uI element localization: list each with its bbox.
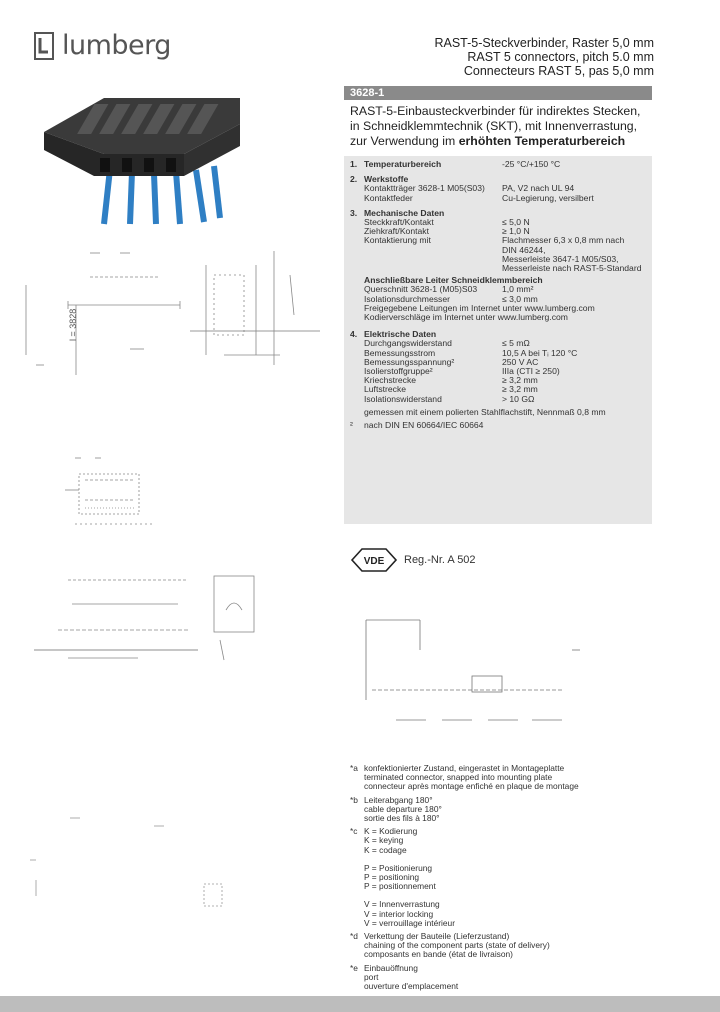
spec-label: Querschnitt 3628-1 (M05)S03 bbox=[364, 284, 478, 295]
spec-value: ≥ 3,2 mm bbox=[502, 384, 538, 395]
spec-label: Steckkraft/Kontakt bbox=[364, 217, 434, 228]
note-line: P = Positionierung bbox=[364, 862, 433, 873]
description-bold: erhöhten Temperaturbereich bbox=[458, 134, 626, 148]
note-line: Leiterabgang 180° bbox=[364, 794, 433, 805]
note-line: V = verrouillage intérieur bbox=[364, 917, 456, 928]
spec-label bbox=[350, 264, 502, 273]
spec-value: ≤ 5 mΩ bbox=[502, 338, 530, 349]
spec-value: Flachmesser 6,3 x 0,8 mm nach bbox=[502, 235, 625, 246]
lumberg-logo-icon bbox=[34, 32, 54, 60]
spec-footnote bbox=[350, 408, 650, 417]
connector-housing bbox=[44, 98, 240, 176]
description-text: RAST-5-Einbausteckverbinder für indirektes Stecken, in Schneidklemmtechnik (SKT), mit Innenverrastung, zur Verwendung im bbox=[350, 104, 641, 148]
footnote-text: gemessen mit einem polierten Stahlflachstift, Nennmaß 0,8 mm bbox=[364, 406, 606, 417]
note-key: *e bbox=[350, 962, 358, 973]
drawing-top-view bbox=[20, 245, 320, 390]
conductor-note: Freigegebene Leitungen im Internet unter www.lumberg.com bbox=[364, 302, 595, 313]
title-fr: Connecteurs RAST 5, pas 5,0 mm bbox=[463, 64, 654, 78]
spec-value: 250 V AC bbox=[502, 356, 539, 367]
spec-section-number: 1. bbox=[350, 159, 358, 169]
spec-section-number: 2. bbox=[350, 174, 358, 185]
spec-label: Ziehkraft/Kontakt bbox=[364, 226, 429, 237]
vde-approval bbox=[350, 548, 476, 572]
spec-label: Kontaktträger 3628-1 M05(S03) bbox=[364, 183, 485, 194]
drawing-notes bbox=[350, 764, 650, 995]
spec-section-number: 4. bbox=[350, 329, 358, 340]
note-line: Verkettung der Bauteile (Lieferzustand) bbox=[364, 931, 510, 942]
spec-row bbox=[350, 395, 650, 404]
note-key: *a bbox=[350, 763, 358, 773]
note-line: V = Innenverrastung bbox=[364, 899, 440, 910]
conductor-note: Kodierverschläge im Internet unter www.lumberg.com bbox=[364, 312, 568, 323]
footer-band bbox=[0, 996, 720, 1012]
length-label bbox=[68, 309, 78, 341]
footnote-mark: ² bbox=[350, 420, 353, 431]
part-number-bar bbox=[344, 86, 652, 100]
spec-section-title: Temperaturbereich bbox=[364, 159, 442, 169]
spec-section-number: 3. bbox=[350, 207, 358, 218]
conductor-heading: Anschließbare Leiter Schneidklemmbereich bbox=[364, 275, 543, 286]
spec-row bbox=[350, 264, 650, 273]
note-line: K = codage bbox=[364, 844, 407, 855]
note-line: chaining of the component parts (state of delivery) bbox=[364, 940, 550, 951]
drawing-mounting-cutout bbox=[352, 590, 592, 745]
note-line: terminated connector, snapped into mounting plate bbox=[364, 772, 553, 783]
footnote-mark bbox=[350, 408, 364, 417]
vde-logo-text: VDE bbox=[363, 556, 385, 567]
spec-label: Isolationswiderstand bbox=[364, 393, 442, 404]
spec-row bbox=[350, 236, 650, 245]
brand-logo bbox=[34, 30, 171, 61]
spec-row bbox=[350, 194, 650, 203]
note-line: composants en bande (état de livraison) bbox=[364, 949, 513, 960]
note-line: P = positioning bbox=[364, 872, 420, 883]
note-line: connecteur après montage enfiché en plaque de montage bbox=[364, 781, 579, 792]
drawing-note bbox=[350, 932, 650, 960]
spec-value: > 10 GΩ bbox=[502, 393, 535, 404]
spec-label: Isolierstoffgruppe² bbox=[364, 366, 433, 377]
spec-value: 10,5 A bei Tᵢ 120 °C bbox=[502, 347, 578, 358]
spec-label: Kontaktierung mit bbox=[364, 235, 431, 246]
drawing-note bbox=[350, 796, 650, 824]
spec-value: 1,0 mm² bbox=[502, 284, 534, 295]
spec-value: PA, V2 nach UL 94 bbox=[502, 183, 575, 194]
spec-label bbox=[350, 246, 502, 255]
drawing-note bbox=[350, 764, 650, 792]
spec-label bbox=[350, 255, 502, 264]
spec-label: Durchgangswiderstand bbox=[364, 338, 452, 349]
note-line: K = Kodierung bbox=[364, 826, 418, 837]
spec-value: Cu-Legierung, versilbert bbox=[502, 192, 594, 203]
drawing-note bbox=[350, 964, 650, 992]
drawing-section-view bbox=[28, 550, 278, 675]
spec-value: ≥ 3,2 mm bbox=[502, 375, 538, 386]
title-en: RAST 5 connectors, pitch 5.0 mm bbox=[467, 50, 654, 64]
note-line: sortie des fils à 180° bbox=[364, 813, 440, 824]
footnote-text: nach DIN EN 60664/IEC 60664 bbox=[364, 420, 484, 431]
product-description bbox=[350, 104, 650, 149]
vde-reg-number: Reg.-Nr. A 502 bbox=[404, 554, 476, 566]
document-title bbox=[434, 36, 654, 78]
note-line: cable departure 180° bbox=[364, 803, 442, 814]
note-line: konfektionierter Zustand, eingerastet in Montageplatte bbox=[364, 763, 565, 773]
brand-name: lumberg bbox=[62, 30, 171, 61]
spec-label: Kontaktfeder bbox=[364, 192, 413, 203]
note-line: port bbox=[364, 971, 379, 982]
spec-value: ≤ 3,0 mm bbox=[502, 293, 538, 304]
product-photo bbox=[34, 84, 244, 231]
note-key: *b bbox=[350, 794, 358, 805]
note-line: ouverture d'emplacement bbox=[364, 981, 459, 992]
note-key: *d bbox=[350, 931, 358, 942]
svg-text:l = 3828: l = 3828 bbox=[68, 308, 78, 341]
spec-value: DIN 46244, bbox=[502, 244, 546, 255]
spec-table bbox=[350, 160, 650, 430]
spec-section-title: Mechanische Daten bbox=[364, 207, 445, 218]
note-line: Einbauöffnung bbox=[364, 962, 418, 973]
spec-label: Bemessungsstrom bbox=[364, 347, 436, 358]
note-key: *c bbox=[350, 826, 358, 837]
spec-value: ≥ 1,0 N bbox=[502, 226, 530, 237]
spec-section-title: Werkstoffe bbox=[364, 174, 409, 185]
drawing-face-view bbox=[55, 450, 165, 535]
drawing-chain-view bbox=[24, 810, 234, 925]
spec-value: IIIa (CTI ≥ 250) bbox=[502, 366, 560, 377]
note-line: K = keying bbox=[364, 835, 404, 846]
title-de: RAST-5-Steckverbinder, Raster 5,0 mm bbox=[434, 36, 654, 50]
spec-value: Messerleiste nach RAST-5-Standard bbox=[502, 263, 642, 274]
drawing-note bbox=[350, 827, 650, 928]
vde-logo-icon bbox=[350, 548, 398, 572]
part-number: 3628-1 bbox=[350, 87, 385, 99]
note-line: P = positionnement bbox=[364, 881, 436, 892]
spec-label: Luftstrecke bbox=[364, 384, 407, 395]
note-line: V = interior locking bbox=[364, 908, 434, 919]
spec-value: ≤ 5,0 N bbox=[502, 217, 530, 228]
spec-section bbox=[350, 160, 650, 169]
spec-label: Isolationsdurchmesser bbox=[364, 293, 450, 304]
spec-value: Messerleiste 3647-1 M05/S03, bbox=[502, 253, 619, 264]
spec-label: Kriechstrecke bbox=[364, 375, 417, 386]
spec-footnote bbox=[350, 421, 650, 430]
spec-label: Bemessungsspannung² bbox=[364, 356, 455, 367]
spec-section-title: Elektrische Daten bbox=[364, 329, 437, 340]
spec-section-value: -25 °C/+150 °C bbox=[502, 159, 561, 169]
